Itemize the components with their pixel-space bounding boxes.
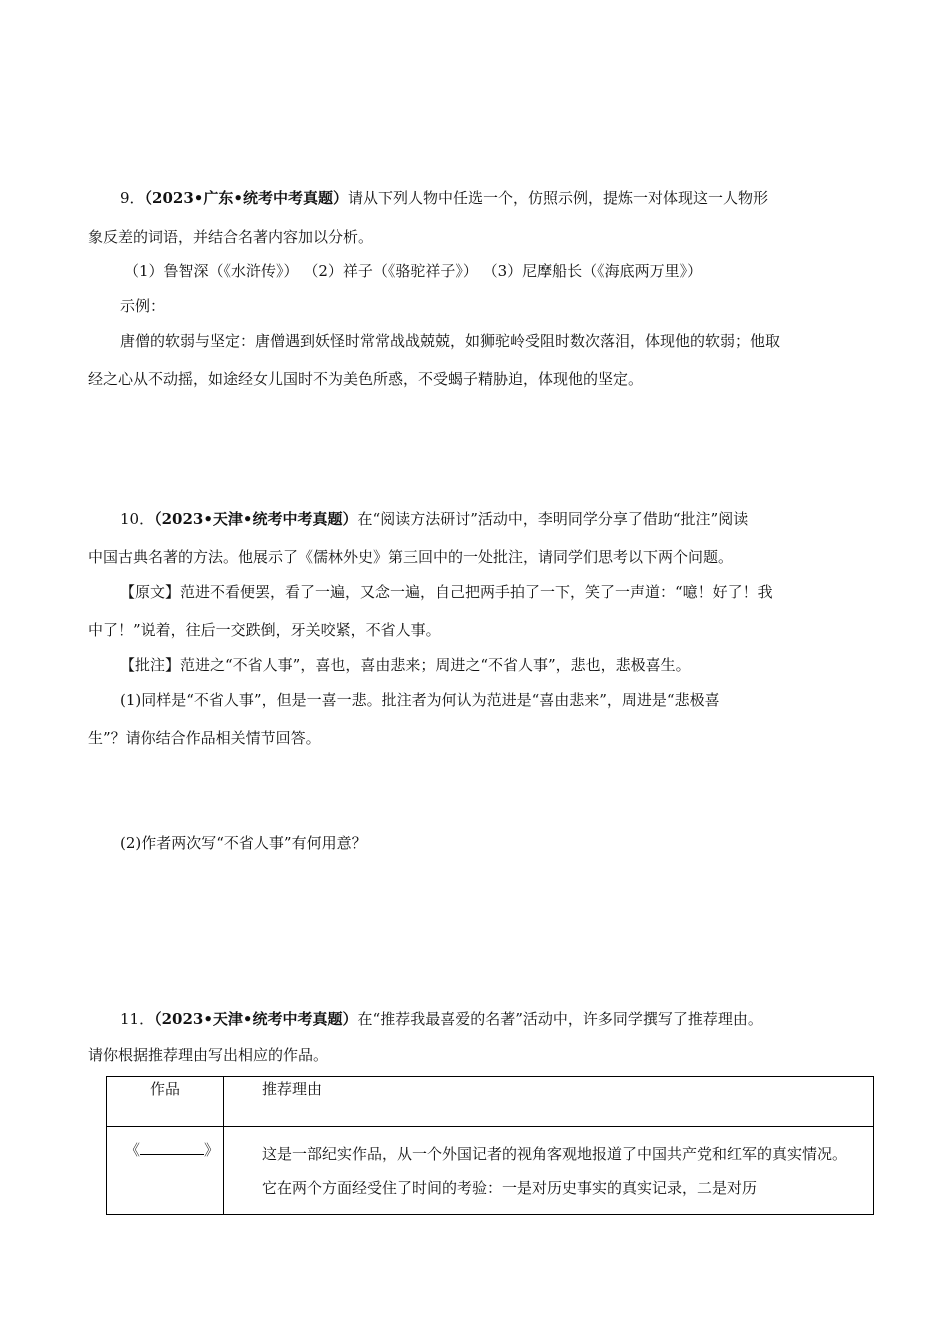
book-bracket-close: 》 (204, 1141, 220, 1159)
q10-sub2: (2)作者两次写“不省人事”有何用意？ (120, 834, 367, 852)
q9-source: （2023•广东•统考中考真题） (144, 189, 348, 207)
q10-source: （2023•天津•统考中考真题） (154, 510, 358, 528)
q11-stem-1: 在“推荐我最喜爱的名著”活动中，许多同学撰写了推荐理由。 (357, 1010, 763, 1028)
q9-stem-2: 象反差的词语，并结合名著内容加以分析。 (88, 228, 374, 246)
header-work: 作品 (107, 1077, 224, 1127)
table-row (107, 1127, 874, 1215)
book-bracket-open: 《 (125, 1141, 141, 1159)
q10-original-2: 中了！”说着，往后一交跌倒，牙关咬紧，不省人事。 (88, 621, 441, 639)
q11-source: （2023•天津•统考中考真题） (154, 1010, 358, 1028)
q10-line-1 (120, 509, 880, 529)
q9-number: 9． (120, 189, 145, 207)
q11-stem-2: 请你根据推荐理由写出相应的作品。 (88, 1046, 329, 1064)
table-header-row (107, 1077, 874, 1127)
q10-number: 10． (120, 510, 155, 528)
q10-stem-2: 中国古典名著的方法。他展示了《儒林外史》第三回中的一处批注，请同学们思考以下两个问题。 (88, 548, 734, 566)
q10-sub1-2: 生”？请你结合作品相关情节回答。 (88, 729, 321, 747)
q11-number: 11． (120, 1010, 155, 1028)
q9-example-1: 唐僧的软弱与坚定：唐僧遇到妖怪时常常战战兢兢，如狮驼岭受阻时数次落泪，体现他的软弱；他取 (120, 332, 781, 350)
reason-cell: 这是一部纪实作品，从一个外国记者的视角客观地报道了中国共产党和红军的真实情况。它在两个方面经受住了时间的考验：一是对历史事实的真实记录，二是对历 (224, 1127, 874, 1215)
q9-example-2: 经之心从不动摇，如途经女儿国时不为美色所惑，不受蝎子精胁迫，体现他的坚定。 (88, 370, 644, 388)
q10-sub1-1: (1)同样是“不省人事”，但是一喜一悲。批注者为何认为范进是“喜由悲来”，周进是“悲极喜 (120, 691, 720, 709)
header-reason: 推荐理由 (224, 1077, 874, 1127)
work-cell (107, 1127, 224, 1215)
q10-stem-1: 在“阅读方法研讨”活动中，李明同学分享了借助“批注”阅读 (357, 510, 749, 528)
q9-example-label: 示例： (120, 297, 166, 315)
q9-line-1 (120, 188, 880, 208)
q9-stem-1: 请从下列人物中任选一个，仿照示例，提炼一对体现这一人物形 (347, 189, 768, 207)
q9-options: （1）鲁智深（《水浒传》） （2）祥子（《骆驼祥子》） （3）尼摩船长（《海底两万里》） (124, 262, 703, 280)
answer-blank[interactable] (140, 1140, 204, 1155)
recommendation-table (106, 1076, 874, 1215)
q10-annotation: 【批注】范进之“不省人事”，喜也，喜由悲来；周进之“不省人事”，悲也，悲极喜生。 (120, 656, 691, 674)
q10-original-1: 【原文】范进不看便罢，看了一遍，又念一遍，自己把两手拍了一下，笑了一声道：“噫！好了！我 (120, 583, 773, 601)
q11-line-1 (120, 1009, 880, 1029)
